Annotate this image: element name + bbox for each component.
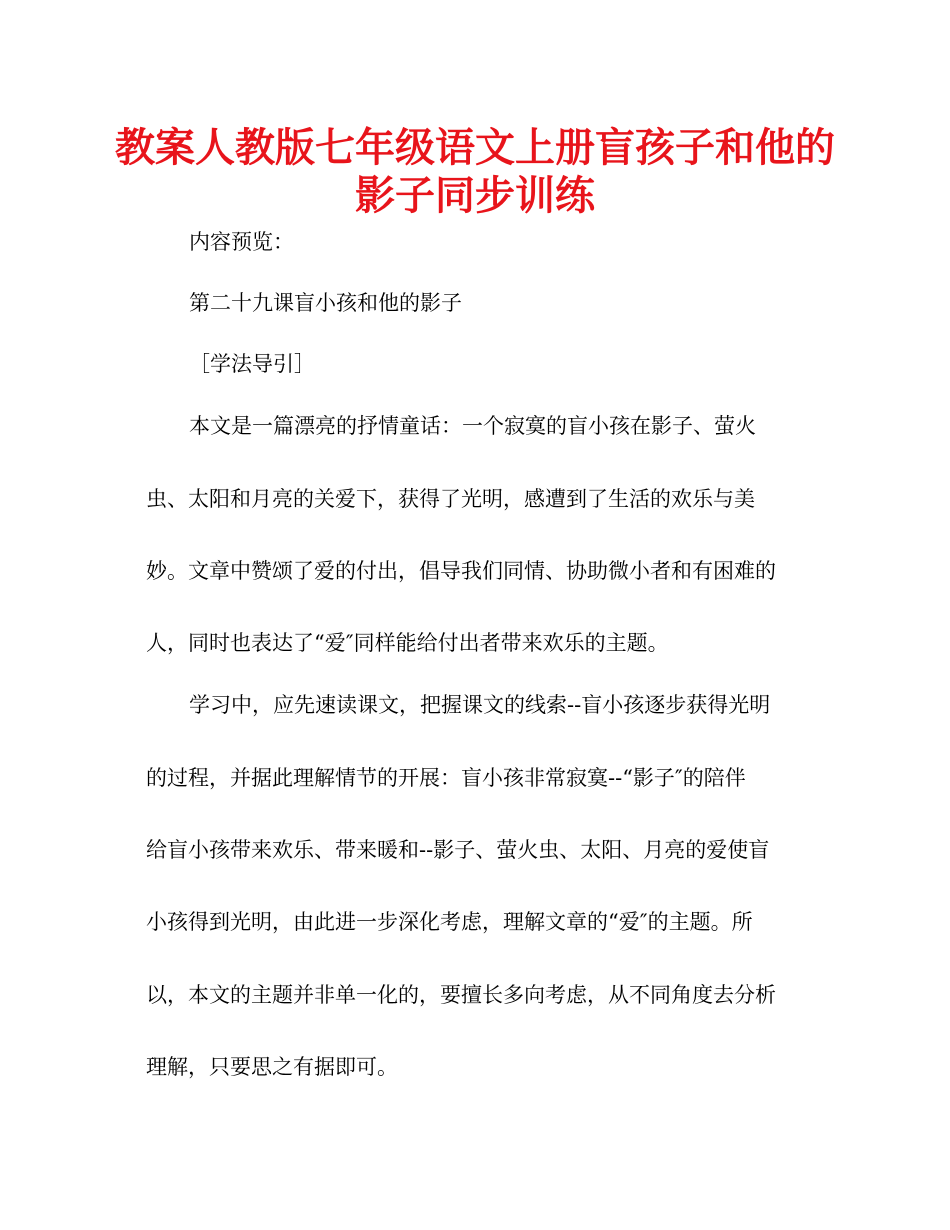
section-heading: ［学法导引］ [189, 352, 315, 376]
paragraph-line: 小孩得到光明，由此进一步深化考虑，理解文章的“爱″的主题。所 [146, 910, 753, 934]
paragraph-line: 给盲小孩带来欢乐、带来暖和--影子、萤火虫、太阳、月亮的爱使盲 [146, 838, 770, 862]
paragraph-line: 人，同时也表达了“爱″同样能给付出者带来欢乐的主题。 [146, 631, 669, 655]
document-title-line-2: 影子同步训练 [355, 173, 595, 219]
paragraph-line: 以，本文的主题并非单一化的，要擅长多向考虑，从不同角度去分析 [146, 983, 776, 1007]
lesson-title: 第二十九课盲小孩和他的影子 [189, 291, 462, 315]
preview-label: 内容预览： [189, 230, 294, 254]
paragraph-line: 的过程，并据此理解情节的开展：盲小孩非常寂寞--“影子″的陪伴 [146, 766, 746, 790]
paragraph-line: 妙。文章中赞颂了爱的付出，倡导我们同情、协助微小者和有困难的 [146, 559, 776, 583]
paragraph-line: 理解，只要思之有据即可。 [146, 1055, 398, 1079]
paragraph-line: 虫、太阳和月亮的关爱下，获得了光明，感遭到了生活的欢乐与美 [146, 487, 755, 511]
paragraph-line: 本文是一篇漂亮的抒情童话：一个寂寞的盲小孩在影子、萤火 [189, 414, 756, 438]
document-title-line-1: 教案人教版七年级语文上册盲孩子和他的 [115, 125, 835, 171]
paragraph-line: 学习中，应先速读课文，把握课文的线索--盲小孩逐步获得光明 [189, 693, 771, 717]
